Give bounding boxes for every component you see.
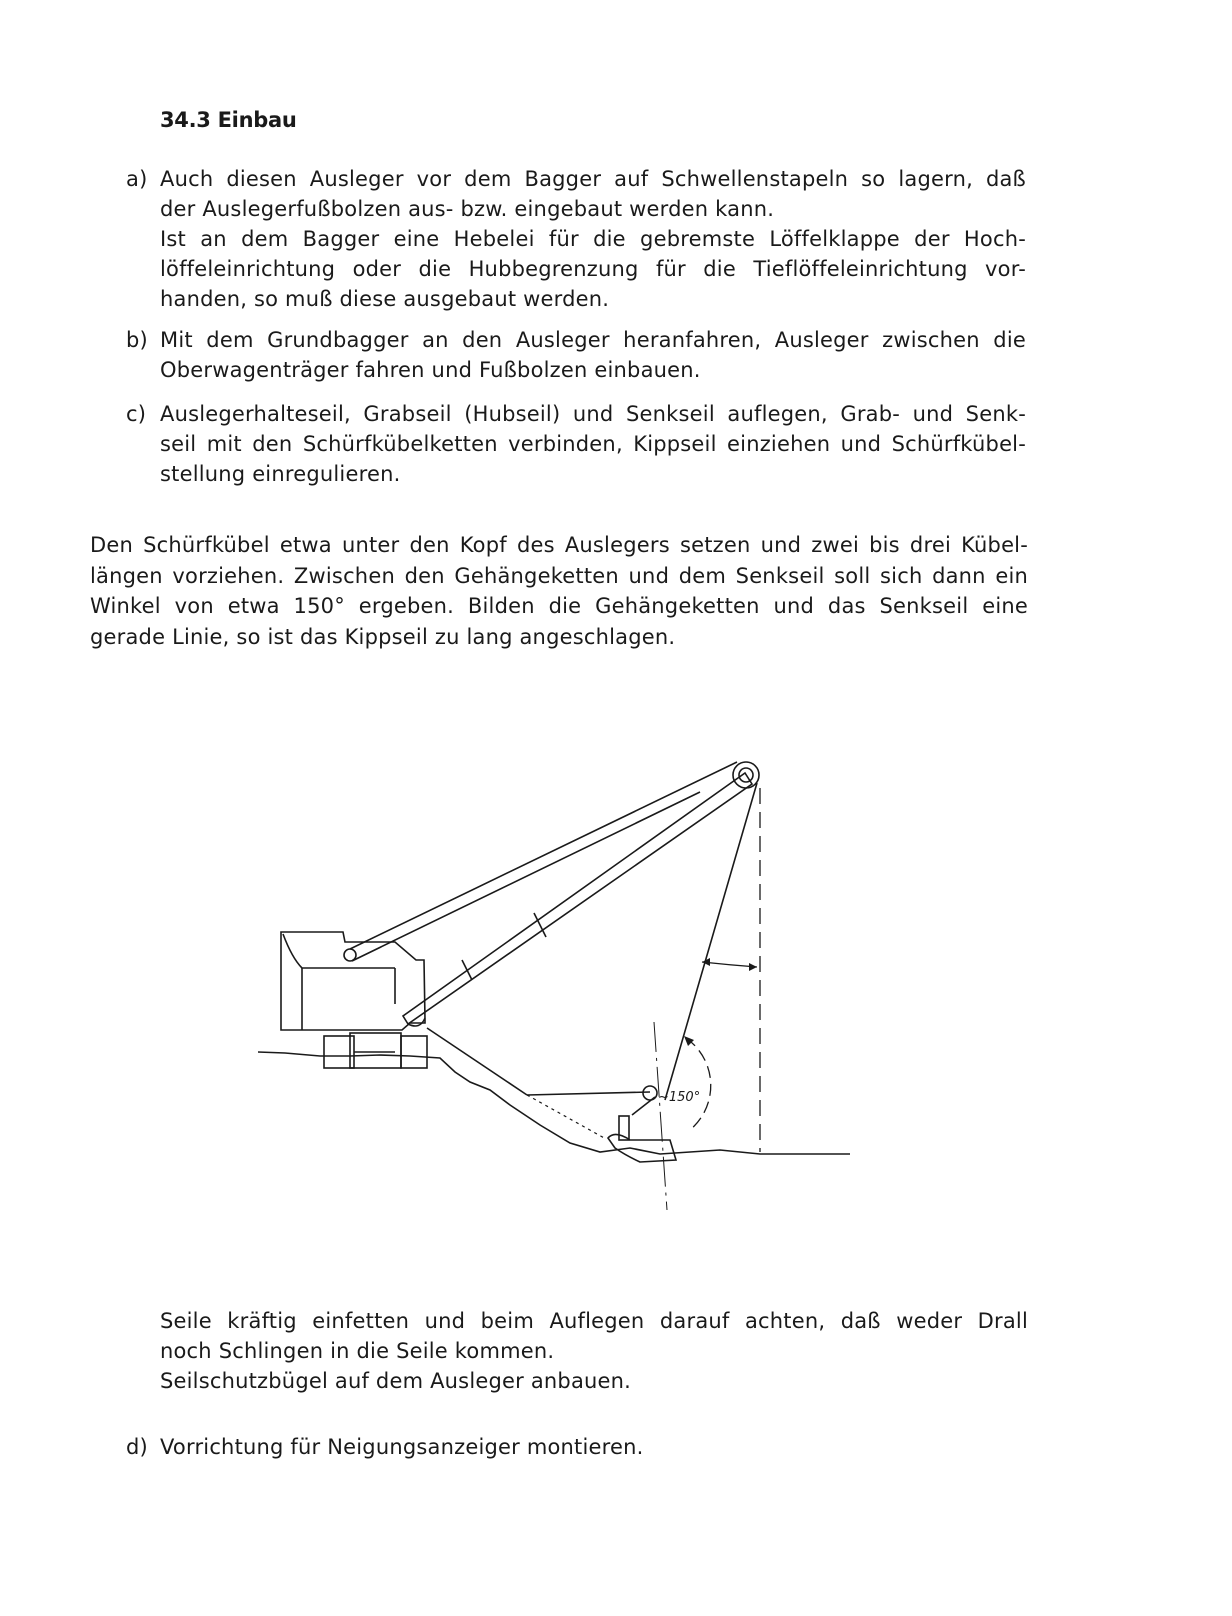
note-line: Seilschutzbügel auf dem Ausleger anbauen. — [160, 1369, 632, 1393]
dotted-drag-line — [527, 1095, 606, 1139]
item-line: handen, so muß diese ausgebaut werden. — [160, 287, 610, 311]
item-line: Auslegerhalteseil, Grabseil (Hubseil) und Senkseil auflegen, Grab- und Senk- — [160, 402, 1026, 426]
section-number: 34.3 — [160, 108, 211, 132]
item-line: seil mit den Schürfkübelketten verbinden, Kippseil einziehen und Schürfkübel- — [160, 432, 1026, 456]
angle-arc — [686, 1038, 711, 1130]
note-line: Seile kräftig einfetten und beim Auflegen darauf achten, daß weder Drall — [160, 1309, 1028, 1333]
section-title: Einbau — [217, 108, 297, 132]
item-line: Auch diesen Ausleger vor dem Bagger auf Schwellenstapeln so lagern, daß — [160, 167, 1026, 191]
item-line: Mit dem Grundbagger an den Ausleger heranfahren, Ausleger zwischen die — [160, 328, 1026, 352]
note-line: noch Schlingen in die Seile kommen. — [160, 1339, 555, 1363]
crawler-right — [401, 1036, 427, 1068]
list-item-d — [126, 1432, 1026, 1462]
arc-arrowhead — [684, 1036, 694, 1046]
note-paragraph — [160, 1306, 1028, 1396]
drag-chain-line — [527, 1092, 650, 1095]
paragraph-line: längen vorziehen. Zwischen den Gehängeketten und dem Senkseil soll sich dann ein — [90, 563, 1028, 588]
crawler-mid — [350, 1033, 401, 1068]
suspension-rope-upper — [350, 762, 737, 949]
house-front-curve — [283, 934, 343, 968]
item-line: Vorrichtung für Neigungsanzeiger montieren. — [160, 1435, 644, 1459]
item-line: der Auslegerfußbolzen aus- bzw. eingebaut werden kann. — [160, 197, 775, 221]
paragraph-line: Den Schürfkübel etwa unter den Kopf des Auslegers setzen und zwei bis drei Kübel- — [90, 533, 1028, 557]
item-label: c) — [126, 402, 147, 426]
paragraph-line: Winkel von etwa 150° ergeben. Bilden die Gehängeketten und das Senkseil eine — [90, 594, 1028, 618]
item-line: Ist an dem Bagger eine Hebelei für die gebremste Löffelklappe der Hoch- — [160, 227, 1026, 251]
bucket-centerline — [654, 1022, 667, 1210]
item-label: b) — [126, 328, 148, 352]
item-label: a) — [126, 167, 148, 191]
hoist-rope — [665, 783, 757, 1100]
angle-label: ~150° — [658, 1090, 701, 1105]
item-line: löffeleinrichtung oder die Hubbegrenzung für die Tieflöffeleinrichtung vor- — [160, 257, 1026, 281]
item-line: stellung einregulieren. — [160, 462, 401, 486]
paragraph-line: gerade Linie, so ist das Kippseil zu lang angeschlagen. — [90, 624, 676, 649]
inclination-arrow — [702, 962, 757, 967]
item-line: Oberwagenträger fahren und Fußbolzen einbauen. — [160, 358, 701, 382]
item-label: d) — [126, 1435, 148, 1459]
suspension-rope-lower — [352, 792, 700, 961]
